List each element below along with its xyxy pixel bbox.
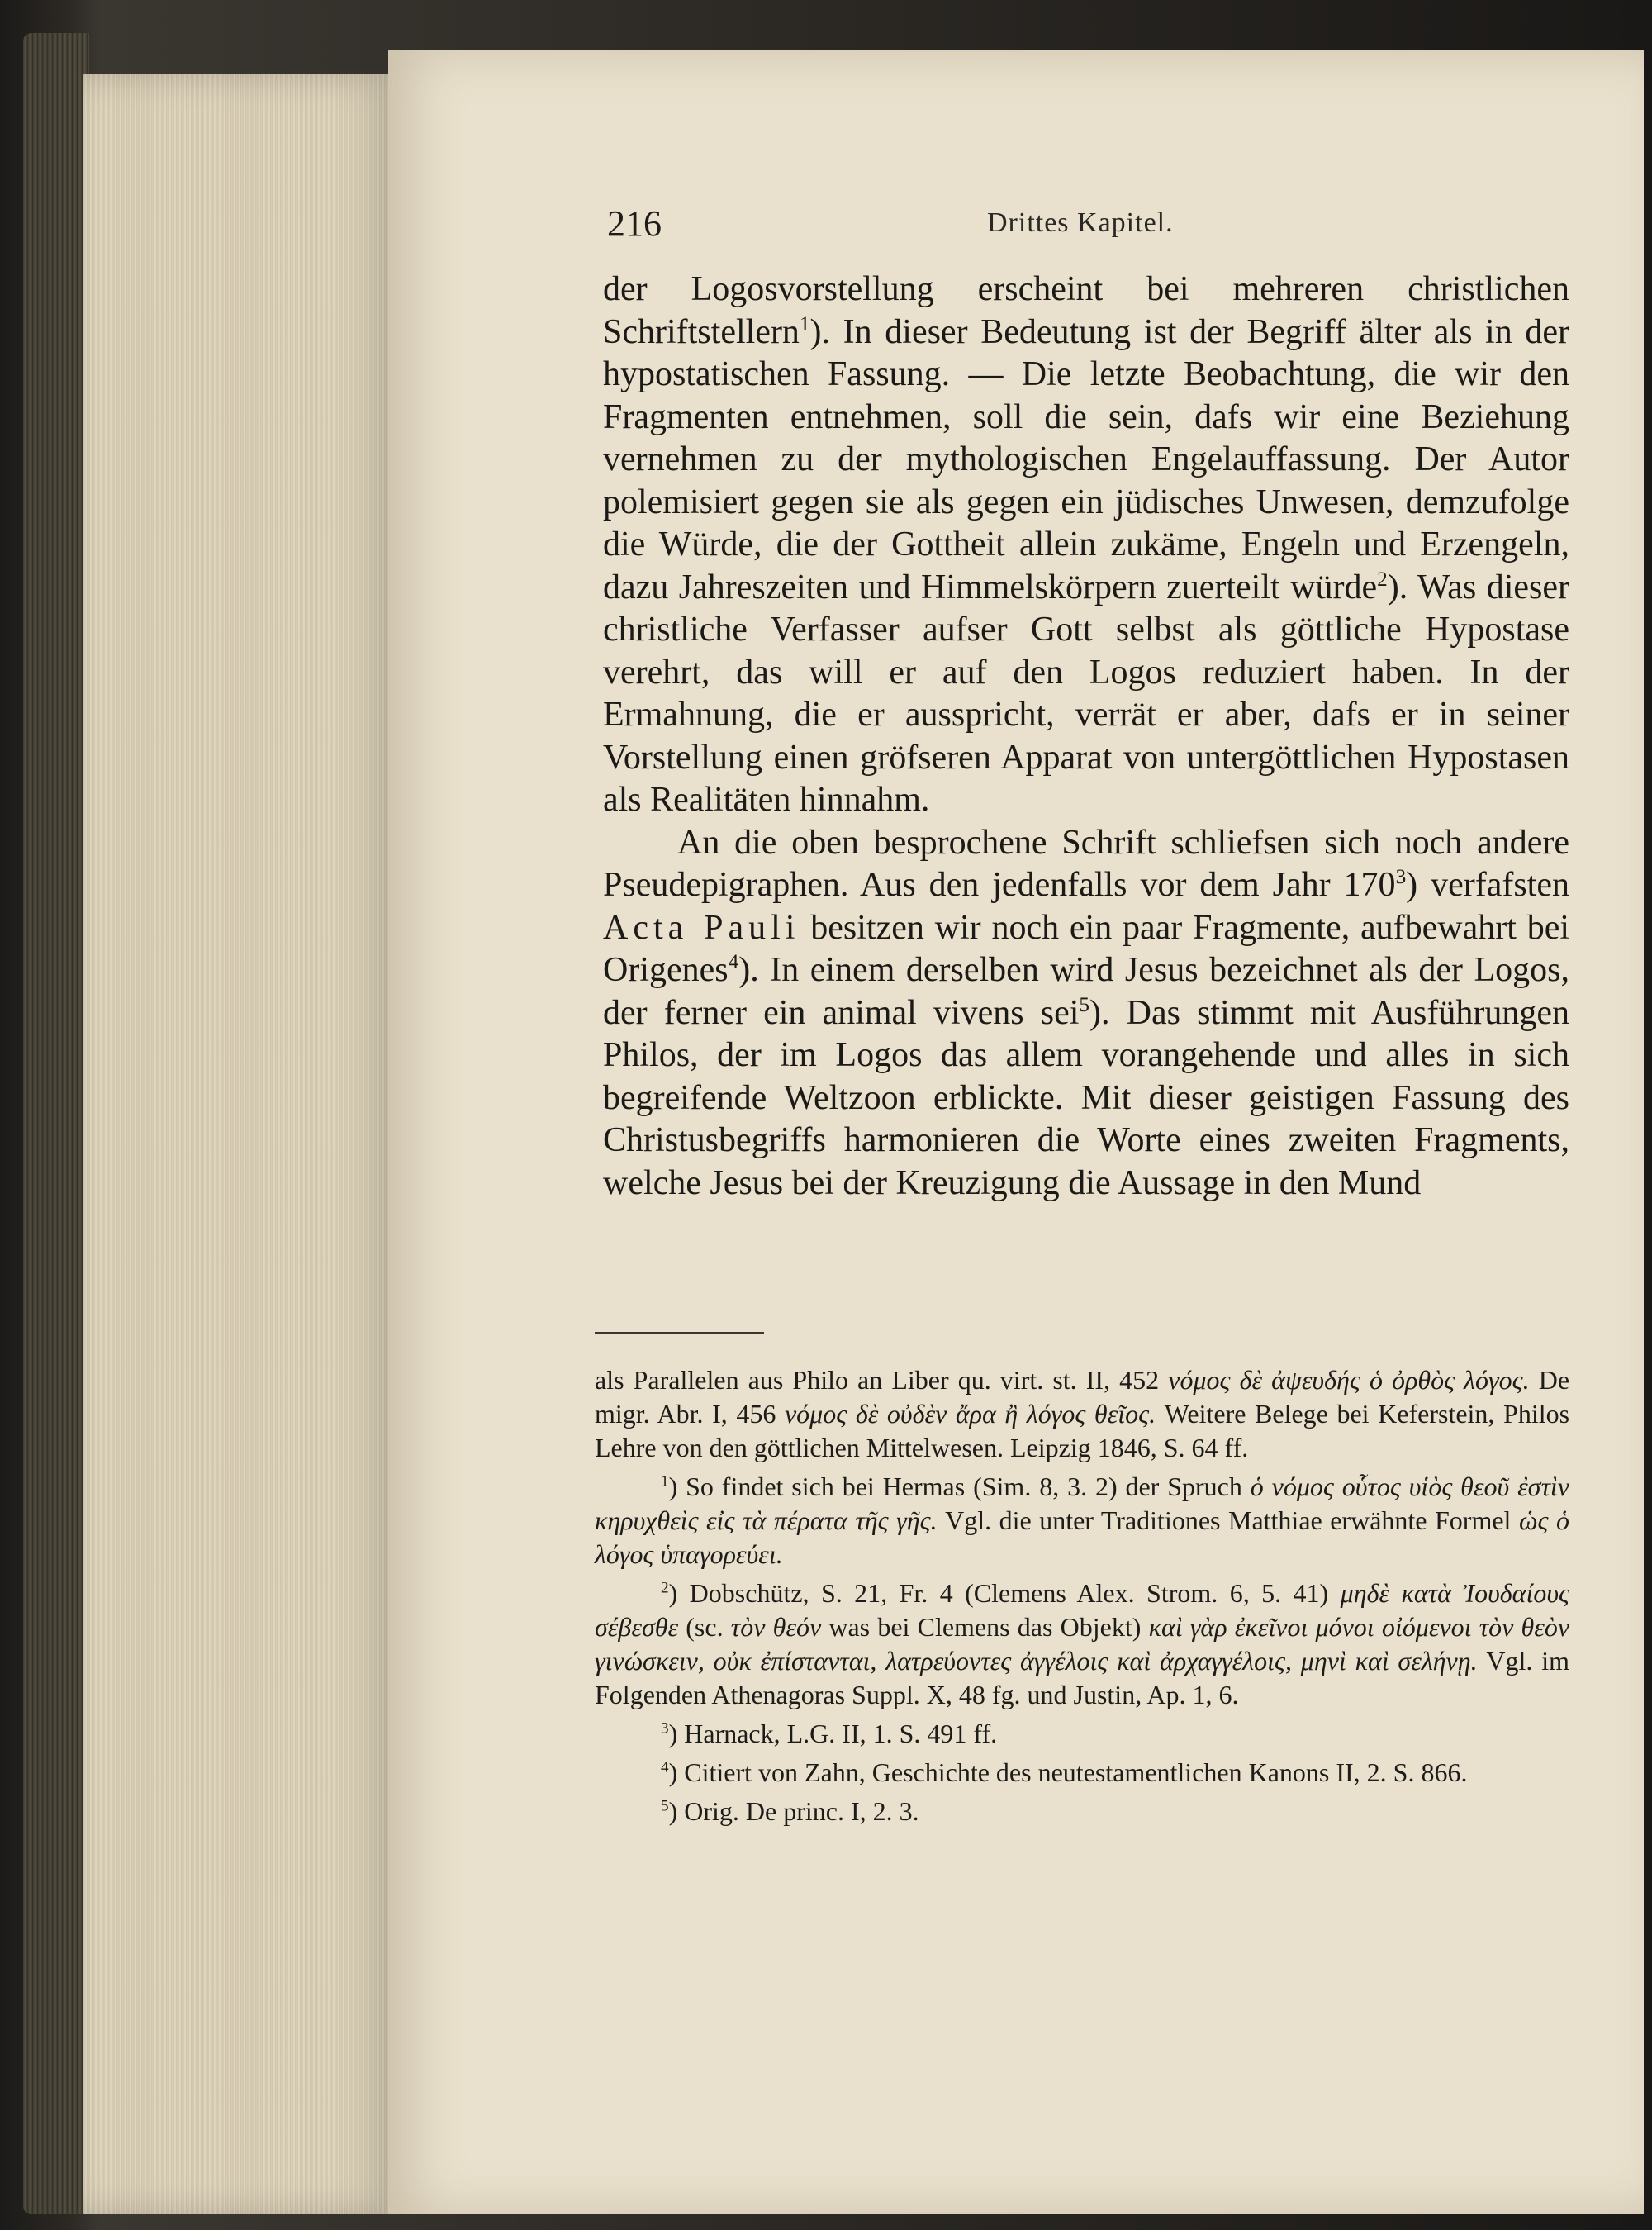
text-run: ) Citiert von Zahn, Geschichte des neutestamentlichen Kanons II, 2. S. 866. <box>668 1757 1468 1787</box>
main-text <box>603 269 1569 1205</box>
page-edges <box>83 74 396 2214</box>
footnote-mark: 4 <box>661 1758 669 1776</box>
greek-text: μηδὲ κατὰ Ἰουδαίους σέβεσθε <box>595 1578 1569 1642</box>
footnote-continuation <box>595 1363 1569 1465</box>
running-head: Drittes Kapitel. <box>987 207 1174 238</box>
footnote-mark: 5 <box>661 1797 669 1815</box>
footnote-mark: 2 <box>661 1579 669 1597</box>
text-run: was bei Clemens das Objekt) <box>828 1612 1142 1642</box>
greek-text: καὶ γὰρ ἐκεῖνοι μόνοι οἰόμενοι τὸν θεὸν γινώσκειν, οὐκ ἐπίστανται, λατρεύοντες ἀγγέλοις καὶ ἀρχαγγέλοις, μηνὶ καὶ σελήνῃ. <box>595 1612 1570 1676</box>
text-run: Weitere Belege bei Keferstein, Philos Lehre von den göttlichen Mittelwesen. Leipzig 1846, S. 64 ff. <box>595 1399 1570 1462</box>
footnote-ref: 1 <box>799 312 810 335</box>
text-run: ) Orig. De princ. I, 2. 3. <box>668 1796 919 1826</box>
text-run: ). In dieser Bedeutung ist der Begriff älter als in der hypostatischen Fassung. — Die letzte Beobachtung, die wir den Fragmenten entnehmen, soll die sein, dafs wir eine Beziehung vernehmen zu der mythologischen Engelauffassung. Der Autor polemisiert gegen sie als gegen ein jüdisches Unwesen, demzufolge die Würde, die der Gottheit allein zukäme, Engeln und Erzengeln, dazu Jahreszeiten und Himmelskörpern zuerteilt würde <box>603 312 1569 606</box>
footnote-5 <box>595 1795 1569 1828</box>
greek-text: ὡς ὁ λόγος ὑπαγορεύει. <box>595 1505 1570 1569</box>
page-header <box>607 202 1565 252</box>
text-run: ) So findet sich bei Hermas (Sim. 8, 3. 2) der Spruch <box>668 1472 1242 1501</box>
footnote-2 <box>595 1576 1569 1712</box>
footnote-1 <box>595 1470 1569 1571</box>
footnote-4 <box>595 1756 1569 1790</box>
footnote-rule <box>595 1332 764 1334</box>
footnotes <box>595 1363 1569 1833</box>
footnote-3 <box>595 1717 1569 1751</box>
greek-text: νόμος δὲ ἀψευδής ὁ ὀρθὸς λόγος. <box>1168 1365 1530 1395</box>
footnote-ref: 5 <box>1079 993 1090 1016</box>
footnote-mark: 3 <box>661 1719 669 1738</box>
greek-text: νόμος δὲ οὐδὲν ἄρα ἢ λόγος θεῖος. <box>784 1399 1156 1429</box>
text-run: ) verfafsten <box>1406 866 1569 904</box>
text-run: (sc. <box>686 1612 724 1642</box>
text-run: ). Das stimmt mit Ausführungen Philos, der im Logos das allem vorangehende und alles in sich begreifende Weltzoon erblickte. Mit dieser geistigen Fassung des Christusbegriffs harmonieren die Worte eines zweiten Fragments, welche Jesus bei der Kreuzigung die Aussage in den Mund <box>603 993 1569 1202</box>
greek-text: τὸν θεόν <box>730 1612 822 1642</box>
text-run: Vgl. die unter Traditiones Matthiae erwähnte Formel <box>945 1505 1512 1535</box>
text-run: ) Harnack, L.G. II, 1. S. 491 ff. <box>668 1719 998 1748</box>
paragraph-1 <box>603 269 1569 822</box>
text-run: der Logosvorstellung erscheint bei mehreren christlichen Schriftstellern <box>603 270 1569 351</box>
text-run: ) Dobschütz, S. 21, Fr. 4 (Clemens Alex. Strom. 6, 5. 41) <box>668 1578 1329 1608</box>
text-run: ). In einem derselben wird Jesus bezeichnet als der Logos, der ferner ein animal vivens sei <box>603 951 1569 1032</box>
footnote-mark: 1 <box>661 1472 669 1491</box>
footnote-ref: 3 <box>1395 866 1407 888</box>
paragraph-2 <box>603 822 1569 1205</box>
text-run: De migr. Abr. I, 456 <box>595 1365 1570 1429</box>
title-acta-pauli: Acta Pauli <box>603 908 800 947</box>
text-run: An die oben besprochene Schrift schliefsen sich noch andere Pseudepigraphen. Aus den jedenfalls vor dem Jahr 170 <box>603 823 1569 904</box>
text-run: besitzen wir noch ein paar Fragmente, aufbewahrt bei Origenes <box>603 908 1570 989</box>
text-run: ). Was dieser christliche Verfasser aufser Gott selbst als göttliche Hypostase verehrt, das will er auf den Logos reduziert haben. In der Ermahnung, die er ausspricht, verrät er aber, dafs er in seiner Vorstellung einen gröfseren Apparat von untergöttlichen Hypostasen als Realitäten hinnahm. <box>603 568 1569 819</box>
page-number: 216 <box>607 203 662 244</box>
footnote-ref: 4 <box>728 951 739 973</box>
greek-text: ὁ νόμος οὗτος υἱὸς θεοῦ ἐστὶν κηρυχθεὶς εἰς τὰ πέρατα τῆς γῆς. <box>595 1472 1570 1535</box>
text-run: Vgl. im Folgenden Athenagoras Suppl. X, 48 fg. und Justin, Ap. 1, 6. <box>595 1646 1569 1709</box>
footnote-ref: 2 <box>1377 568 1388 591</box>
text-run: als Parallelen aus Philo an Liber qu. virt. st. II, 452 <box>595 1365 1160 1395</box>
book-spine <box>23 33 89 2214</box>
